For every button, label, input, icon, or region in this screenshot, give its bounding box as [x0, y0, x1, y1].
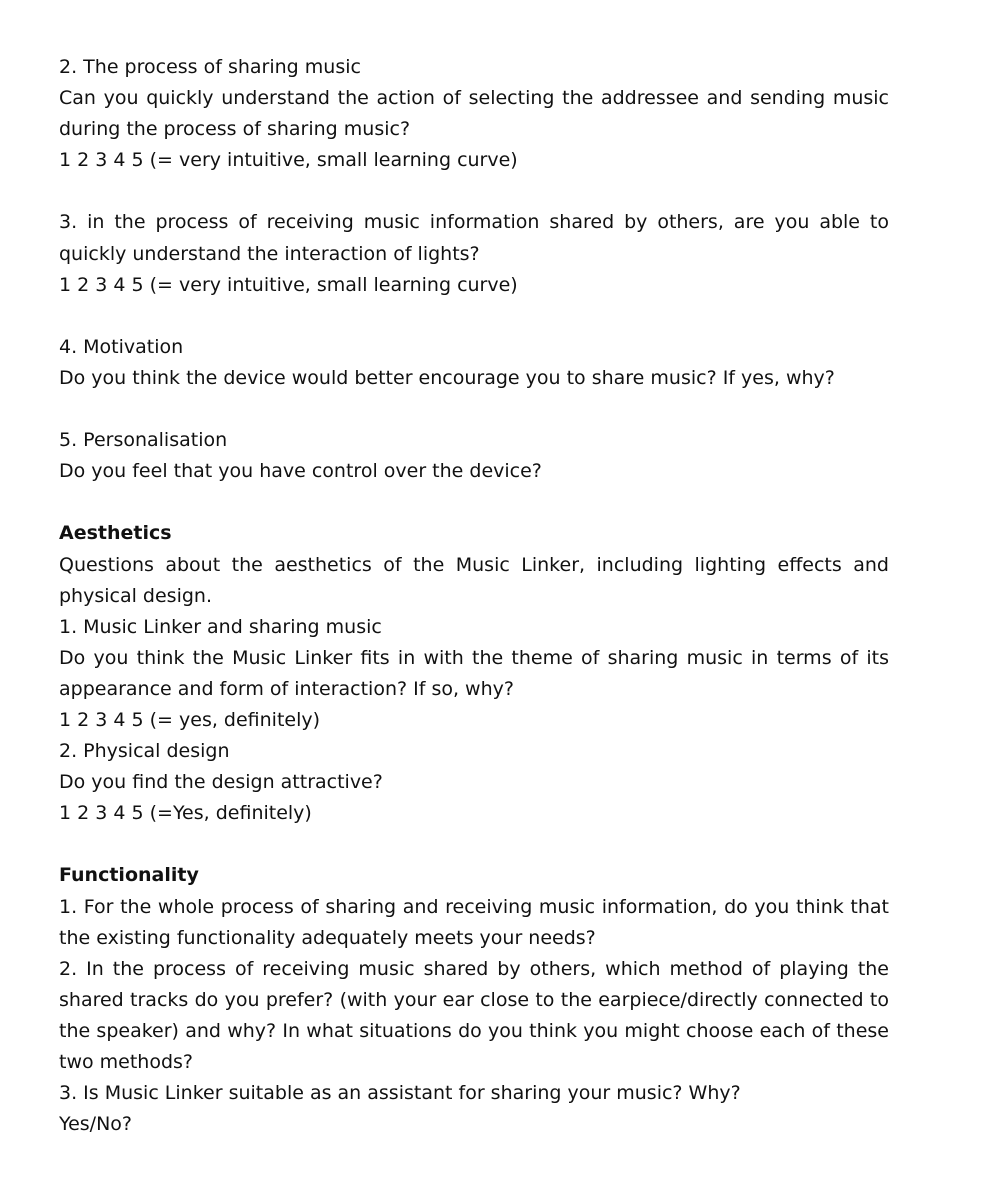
- motivation-question: Do you think the device would better encourage you to share music? If yes, why?: [59, 366, 835, 389]
- aesthetics-q2-scale: 1 2 3 4 5 (=Yes, definitely): [59, 802, 312, 825]
- aesthetics-q1-title: 1. Music Linker and sharing music: [59, 615, 382, 638]
- receiving-rating-scale: 1 2 3 4 5 (= very intuitive, small learning curve): [59, 273, 518, 296]
- aesthetics-q2-question: Do you find the design attractive?: [59, 771, 383, 794]
- functionality-q1: 1. For the whole process of sharing and receiving music information, do you think that the existing functionality adequately meets your needs?: [59, 895, 889, 949]
- spacer: [59, 829, 889, 860]
- personalisation-question: Do you feel that you have control over the device?: [59, 460, 542, 483]
- motivation-title: 4. Motivation: [59, 335, 184, 358]
- functionality-q3-answer: Yes/No?: [59, 1113, 132, 1136]
- spacer: [59, 301, 889, 332]
- sharing-rating-scale: 1 2 3 4 5 (= very intuitive, small learning curve): [59, 149, 518, 172]
- functionality-q3: 3. Is Music Linker suitable as an assistant for sharing your music? Why?: [59, 1082, 741, 1105]
- personalisation-title: 5. Personalisation: [59, 429, 228, 452]
- functionality-q2: 2. In the process of receiving music shared by others, which method of playing the shared tracks do you prefer? (with your ear close to the earpiece/directly connected to the speaker) and why? In what situations do you think you might choose each of these two methods?: [59, 957, 889, 1073]
- aesthetics-q1-question: Do you think the Music Linker fits in with the theme of sharing music in terms of its appearance and form of interaction? If so, why?: [59, 646, 889, 700]
- aesthetics-intro: Questions about the aesthetics of the Music Linker, including lighting effects and physical design.: [59, 553, 889, 607]
- aesthetics-heading: Aesthetics: [59, 522, 172, 545]
- sharing-question-title: 2. The process of sharing music: [59, 56, 361, 78]
- functionality-heading: Functionality: [59, 864, 199, 887]
- sharing-question-text: Can you quickly understand the action of selecting the addressee and sending music during the process of sharing music?: [59, 87, 889, 141]
- receiving-question-text: 3. in the process of receiving music information shared by others, are you able to quickly understand the interaction of lights?: [59, 211, 889, 265]
- spacer: [59, 487, 889, 518]
- spacer: [59, 394, 889, 425]
- aesthetics-q2-title: 2. Physical design: [59, 740, 230, 763]
- questionnaire-document: [59, 52, 889, 1140]
- spacer: [59, 176, 889, 207]
- aesthetics-q1-scale: 1 2 3 4 5 (= yes, definitely): [59, 708, 321, 731]
